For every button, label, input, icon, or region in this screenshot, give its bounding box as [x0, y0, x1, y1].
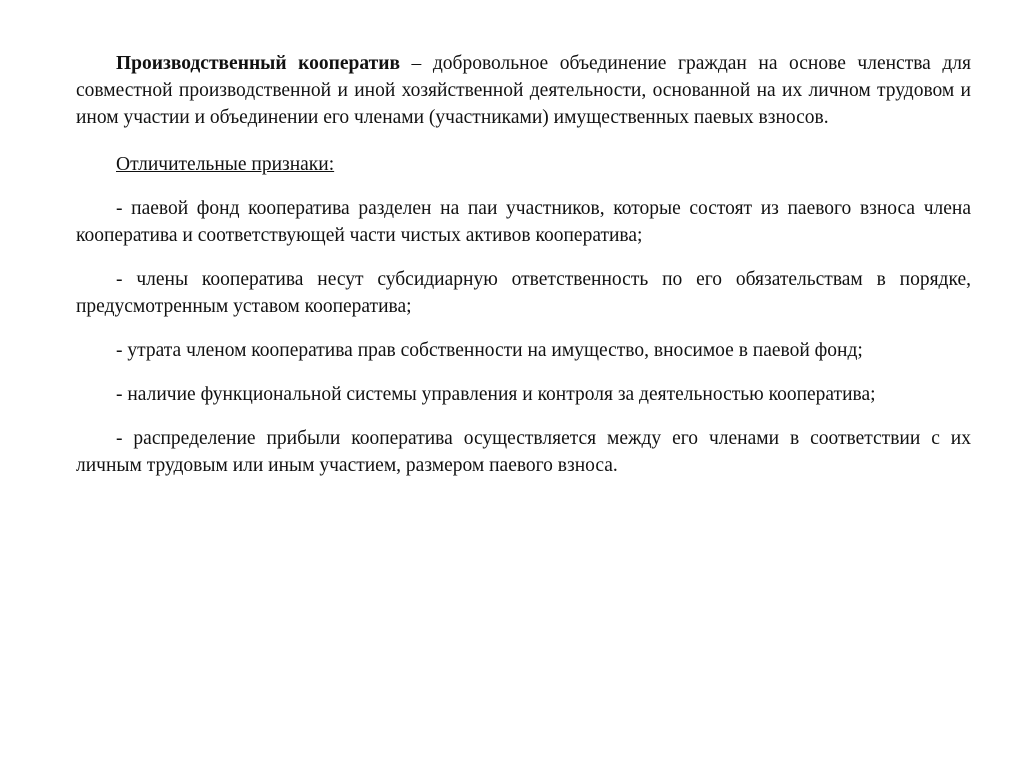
definition-paragraph	[76, 50, 971, 131]
document-page	[76, 50, 971, 496]
definition-text: – добровольное объединение граждан на основе членства для совместной производственной и иной хозяйственной деятельности, основанной на их личном трудовом и ином участии и объединении его членами (участниками) имущественных паевых взносов.	[76, 53, 971, 128]
feature-item: - распределение прибыли кооператива осуществляется между его членами в соответствии с их личным трудовым или иным участием, размером паевого взноса.	[76, 428, 971, 476]
features-heading-paragraph	[76, 151, 971, 178]
feature-item: - члены кооператива несут субсидиарную ответственность по его обязательствам в порядке, предусмотренным уставом кооператива;	[76, 269, 971, 317]
feature-item: - утрата членом кооператива прав собственности на имущество, вносимое в паевой фонд;	[116, 340, 863, 361]
feature-item: - паевой фонд кооператива разделен на паи участников, которые состоят из паевого взноса члена кооператива и соответствующей части чистых активов кооператива;	[76, 198, 971, 246]
features-heading: Отличительные признаки:	[116, 154, 335, 175]
defined-term: Производственный кооператив	[116, 53, 400, 74]
feature-item: - наличие функциональной системы управления и контроля за деятельностью кооператива;	[116, 384, 876, 405]
